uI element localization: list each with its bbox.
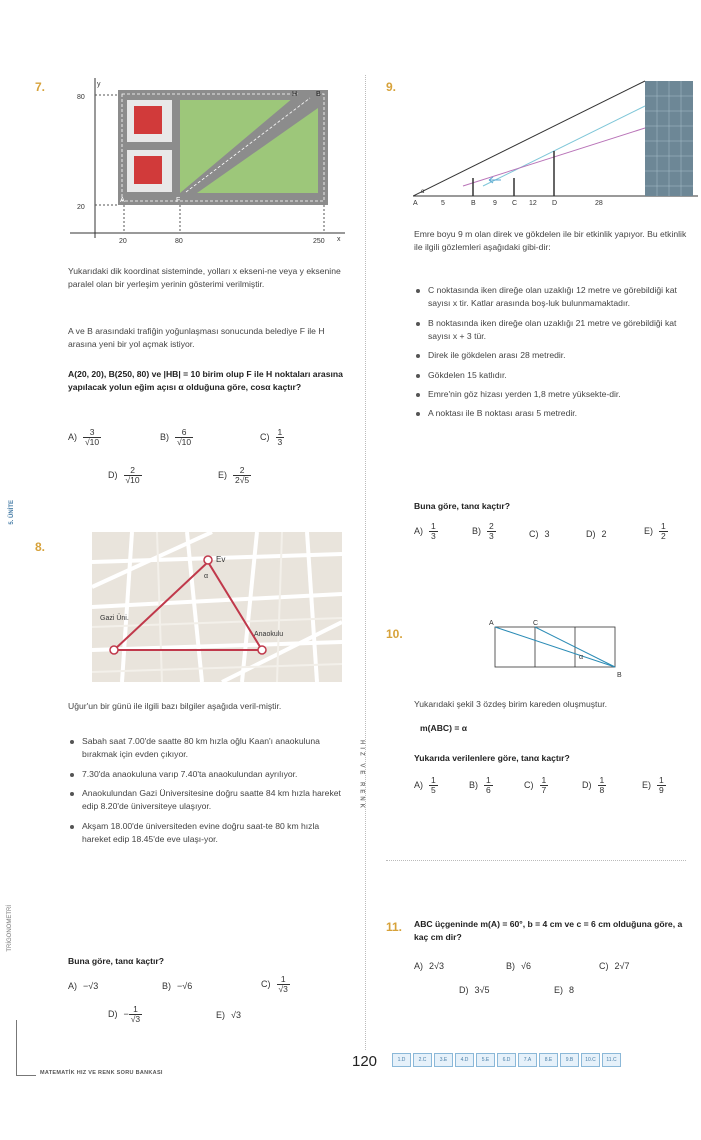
q7-x250: 250 (313, 238, 325, 245)
q7-point-h: H (292, 91, 298, 98)
q10-option-c[interactable]: C) $\frac{1}{7}$ (524, 775, 547, 795)
q8-bullet: Sabah saat 7.00'de saatte 80 km hızla oğlu Kaan'ı anaokuluna bırakmak için evden çıkıyor. (68, 735, 346, 762)
q11-option-e[interactable]: E) 8 (554, 985, 575, 995)
q8-question: Buna göre, tanα kaçtır? (68, 956, 165, 966)
q10-label-c: C (533, 620, 539, 627)
side-topic-label: TRİGONOMETRİ (7, 905, 13, 952)
answer-key-item: 7.A (518, 1053, 537, 1067)
q9-option-e[interactable]: E) $\frac{1}{2}$ (644, 521, 666, 541)
q7-y-label: y (97, 81, 101, 88)
q10-angle-expr: m(ABC) = α (420, 723, 468, 733)
q9-bullet: A noktası ile B noktası arası 5 metredir. (414, 407, 694, 420)
q7-paragraph-1: Yukarıdaki dik koordinat sisteminde, yolları x ekseni-ne veya y eksenine paralel olan bir yerleşim yerinin gösterimi verilmiştir. (68, 266, 341, 290)
q8-bullet: Akşam 18.00'de üniversiteden evine doğru saat-te 80 km hızla hareket edip 18.45'de eve ulaşı-yor. (68, 820, 346, 847)
side-unit-label: 5. ÜNİTE (9, 500, 15, 525)
q9-option-a[interactable]: A) $\frac{1}{3}$ (414, 521, 436, 541)
q11-question: ABC üçgeninde m(A) = 60°, b = 4 cm ve c = 6 cm olduğuna göre, a kaç cm dir? (414, 919, 683, 943)
q10-label-b: B (617, 672, 622, 679)
q9-label-28: 28 (595, 200, 603, 206)
q8-intro: Uğur'un bir günü ile ilgili bazı bilgiler aşağıda veril-miştir. (68, 701, 282, 711)
q8-option-b[interactable]: B) −√6 (162, 981, 193, 991)
q10-label-a: A (489, 620, 494, 627)
answer-key-item: 8.E (539, 1053, 558, 1067)
q9-label-b: B (471, 200, 476, 206)
q8-label-anaokulu: Anaokulu (254, 631, 284, 638)
q7-point-f: F (176, 197, 181, 204)
q11-number: 11. (386, 920, 403, 934)
q9-label-c: C (512, 200, 518, 206)
q7-option-a[interactable]: A) $\frac{3}{√10}$ (68, 427, 100, 447)
q7-question: A(20, 20), B(250, 80) ve |HB| = 10 birim olup F ile H noktaları arasına yapılacak yolun eğim açısı α olduğuna göre, cosα kaçtır? (68, 369, 343, 393)
q10-paragraph: Yukarıdaki şekil 3 özdeş birim kareden oluşmuştur. (414, 699, 607, 709)
answer-key (392, 1053, 621, 1067)
q7-x80: 80 (175, 238, 183, 245)
q8-bullet: 7.30'da anaokuluna varıp 7.40'ta anaokulundan ayrılıyor. (68, 768, 346, 781)
q8-label-alpha: α (204, 573, 209, 580)
side-rule (16, 1020, 17, 1075)
q7-y20: 20 (77, 204, 85, 211)
q7-x-label: x (337, 236, 341, 243)
q9-bullet: Direk ile gökdelen arası 28 metredir. (414, 349, 694, 362)
q8-number: 8. (35, 540, 46, 554)
q10-figure (485, 615, 625, 683)
footer-text: MATEMATİK HIZ VE RENK SORU BANKASI (40, 1070, 163, 1076)
q7-option-b[interactable]: B) $\frac{6}{√10}$ (160, 427, 192, 447)
q9-option-d[interactable]: D) 2 (586, 529, 607, 539)
q9-label-d: D (552, 200, 558, 206)
q7-option-d[interactable]: D) $\frac{2}{√10}$ (108, 465, 140, 485)
center-brand: HIZ VE RENK (358, 740, 365, 812)
q10-option-e[interactable]: E) $\frac{1}{9}$ (642, 775, 664, 795)
q8-option-c[interactable]: C) $\frac{1}{√3}$ (261, 974, 288, 994)
q9-option-b[interactable]: B) $\frac{2}{3}$ (472, 521, 494, 541)
q9-bullet: Gökdelen 15 katlıdır. (414, 369, 694, 382)
q9-label-a: A (413, 200, 418, 206)
q9-bullet: Emre'nin göz hizası yerden 1,8 metre yüksekte-dir. (414, 388, 694, 401)
q9-question: Buna göre, tanα kaçtır? (414, 501, 511, 511)
q9-options (414, 522, 699, 552)
q9-bullet: B noktasında iken direğe olan uzaklığı 21 metre ve görebildiği kat sayısı x + 3 tür. (414, 317, 694, 344)
q8-option-e[interactable]: E) √3 (216, 1010, 241, 1020)
q8-options (68, 975, 348, 1035)
answer-key-item: 11.C (602, 1053, 621, 1067)
q7-point-a: A (120, 197, 125, 204)
answer-key-item: 4.D (455, 1053, 474, 1067)
q8-bullets (68, 735, 346, 852)
q7-figure (60, 78, 345, 248)
q10-question: Yukarıda verilenlere göre, tanα kaçtır? (414, 753, 570, 763)
q7-y80: 80 (77, 94, 85, 101)
q7-point-b: B (316, 91, 321, 98)
q8-option-a[interactable]: A) −√3 (68, 981, 99, 991)
q9-number: 9. (386, 80, 397, 94)
q11-option-a[interactable]: A) 2√3 (414, 961, 444, 971)
column-divider (365, 75, 366, 1050)
answer-key-item: 5.E (476, 1053, 495, 1067)
q7-x20: 20 (119, 238, 127, 245)
answer-key-item: 2.C (413, 1053, 432, 1067)
answer-key-item: 10.C (581, 1053, 600, 1067)
answer-key-item: 3.E (434, 1053, 453, 1067)
q11-option-b[interactable]: B) √6 (506, 961, 531, 971)
q9-label-12: 12 (529, 200, 537, 206)
page-number: 120 (352, 1053, 378, 1070)
q7-options (68, 428, 348, 498)
q10-q11-divider (386, 860, 686, 861)
q10-option-a[interactable]: A) $\frac{1}{5}$ (414, 775, 436, 795)
q8-label-gazi: Gazi Üni. (100, 615, 129, 622)
q9-intro: Emre boyu 9 m olan direk ve gökdelen ile bir etkinlik yapıyor. Bu etkinlik ile ilgili gözlemleri aşağıdaki gibi-dir: (414, 229, 687, 253)
q10-options (414, 776, 699, 806)
q9-label-9: 9 (493, 200, 497, 206)
answer-key-item: 9.B (560, 1053, 579, 1067)
q8-label-ev: Ev (216, 555, 226, 564)
q10-option-b[interactable]: B) $\frac{1}{6}$ (469, 775, 491, 795)
q9-label-alpha: α (421, 189, 425, 195)
q9-bullet: C noktasında iken direğe olan uzaklığı 12 metre ve görebildiği kat sayısı x tir. Katlar arasında boş-luk bulunmamaktadır. (414, 284, 694, 311)
answer-key-item: 6.D (497, 1053, 516, 1067)
q7-number: 7. (35, 80, 46, 94)
q8-bullet: Anaokulundan Gazi Üniversitesine doğru saatte 84 km hızla hareket edip 8.20'de üniversiteye ulaşıyor. (68, 787, 346, 814)
q10-option-d[interactable]: D) $\frac{1}{8}$ (582, 775, 605, 795)
q9-figure (413, 76, 698, 206)
q7-option-e[interactable]: E) $\frac{2}{2√5}$ (218, 465, 250, 485)
q8-option-d[interactable]: D) − $\frac{1}{√3}$ (108, 1004, 141, 1024)
q9-bullets (414, 284, 694, 427)
q11-options (414, 960, 699, 1004)
q9-option-c[interactable]: C) 3 (529, 529, 550, 539)
q8-map (92, 532, 342, 682)
q7-option-c[interactable]: C) $\frac{1}{3}$ (260, 427, 283, 447)
q7-paragraph-2: A ve B arasındaki trafiğin yoğunlaşması sonucunda belediye F ile H arasına yeni bir yol açmak istiyor. (68, 326, 325, 350)
q9-label-5: 5 (441, 200, 445, 206)
q11-option-d[interactable]: D) 3√5 (459, 985, 490, 995)
footer-rule (16, 1075, 36, 1076)
q11-option-c[interactable]: C) 2√7 (599, 961, 630, 971)
q10-label-alpha: α (579, 654, 584, 661)
answer-key-item: 1.D (392, 1053, 411, 1067)
q10-number: 10. (386, 627, 403, 641)
